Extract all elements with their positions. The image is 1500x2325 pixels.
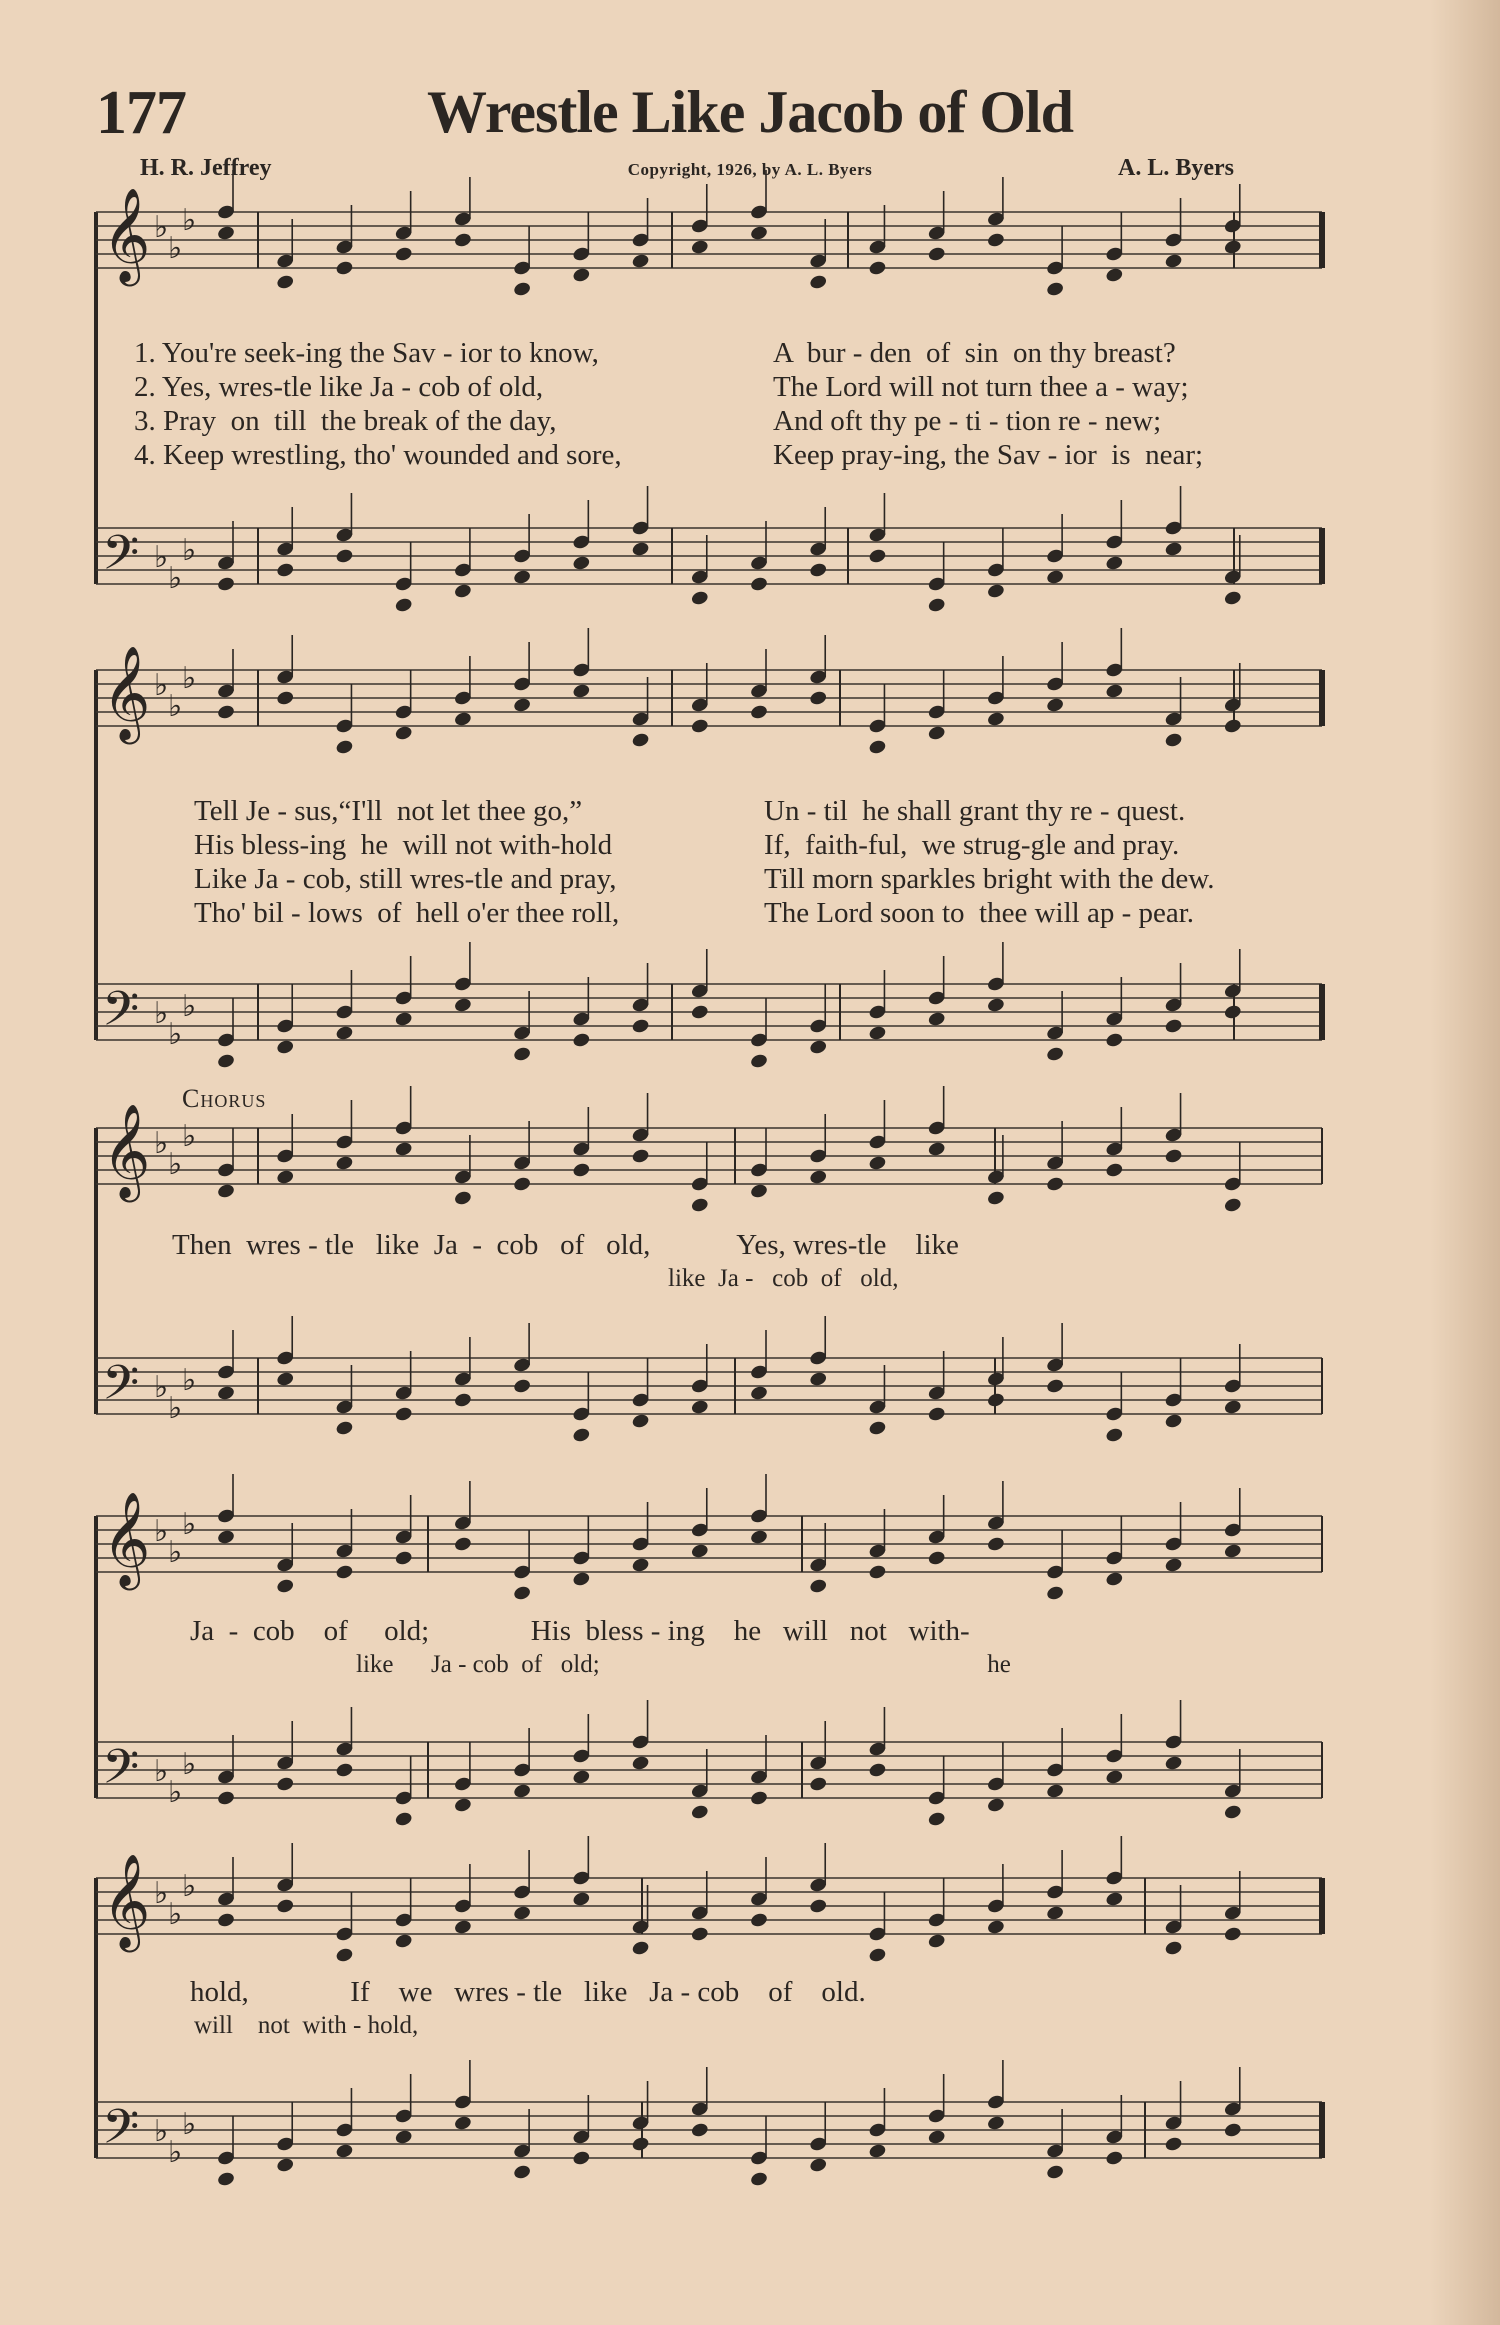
note-head <box>572 555 591 572</box>
note-head <box>572 1571 591 1588</box>
copyright-notice: Copyright, 1926, by A. L. Byers <box>627 160 873 179</box>
note-head <box>1105 683 1124 700</box>
treble-clef-icon: 𝄞 <box>102 1103 151 1199</box>
flat-icon: ♭ <box>182 989 197 1024</box>
note-head <box>276 274 295 291</box>
note-head <box>1223 590 1242 607</box>
verse-2-line-b: The Lord will not turn thee a - way; <box>773 371 1189 403</box>
note-head <box>335 1762 354 1779</box>
note-head <box>1046 569 1065 586</box>
note-head <box>1223 718 1242 735</box>
note-head <box>986 1392 1005 1409</box>
flat-icon: ♭ <box>182 533 197 568</box>
flat-icon: ♭ <box>168 1017 183 1052</box>
flat-icon: ♭ <box>168 561 183 596</box>
verse-1-line-b: A bur - den of sin on thy breast? <box>773 337 1176 369</box>
note-head <box>1164 1148 1183 1165</box>
note-head <box>1046 1176 1065 1193</box>
note-head <box>216 1385 235 1402</box>
note-head <box>690 1543 709 1560</box>
note-head <box>749 1053 768 1070</box>
author-credit: H. R. Jeffrey <box>140 155 272 181</box>
verse-4-line-c: Tho' bil - lows of hell o'er thee roll, <box>194 897 620 929</box>
note-head <box>572 2150 591 2167</box>
note-head <box>1046 1378 1065 1395</box>
note-head <box>631 732 650 749</box>
note-head <box>1164 732 1183 749</box>
chorus-label: Chorus <box>182 1084 267 1113</box>
note-head <box>1105 1162 1124 1179</box>
flat-icon: ♭ <box>154 996 169 1031</box>
note-head <box>1223 1926 1242 1943</box>
composer-credit: A. L. Byers <box>1118 155 1234 181</box>
note-head <box>631 1148 650 1165</box>
chorus-line-2: Ja - cob of old; His bless - ing he will not with- <box>190 1615 970 1647</box>
note-head <box>453 232 472 249</box>
verse-3-line-c: Like Ja - cob, still wres-tle and pray, <box>194 863 617 895</box>
note-head <box>335 1420 354 1437</box>
note-head <box>513 697 532 714</box>
note-head <box>868 548 887 565</box>
note-head <box>868 1564 887 1581</box>
note-head <box>631 2136 650 2153</box>
note-head <box>453 1919 472 1936</box>
note-head <box>1046 697 1065 714</box>
note-head <box>868 1947 887 1964</box>
verse-2-line-c: His bless-ing he will not with-hold <box>194 829 613 861</box>
note-head <box>335 1564 354 1581</box>
note-head <box>453 583 472 600</box>
note-head <box>216 1912 235 1929</box>
verse-1-line-c: Tell Je - sus,“I'll not let thee go,” <box>194 795 583 827</box>
note-head <box>631 541 650 558</box>
note-head <box>749 1912 768 1929</box>
note-head <box>335 2143 354 2160</box>
verse-3-line-d: Till morn sparkles bright with the dew. <box>764 863 1215 895</box>
flat-icon: ♭ <box>154 1126 169 1161</box>
verse-4-line-d: The Lord soon to thee will ap - pear. <box>764 897 1195 929</box>
note-head <box>394 2129 413 2146</box>
flat-icon: ♭ <box>154 540 169 575</box>
verse-3-line-a: 3. Pray on till the break of the day, <box>134 405 557 437</box>
note-head <box>749 1790 768 1807</box>
note-head <box>690 2122 709 2139</box>
note-head <box>986 583 1005 600</box>
note-head <box>1046 1046 1065 1063</box>
note-head <box>1223 1399 1242 1416</box>
note-head <box>513 1176 532 1193</box>
note-head <box>690 1804 709 1821</box>
note-head <box>453 711 472 728</box>
flat-icon: ♭ <box>168 2135 183 2170</box>
note-head <box>690 1197 709 1214</box>
note-head <box>868 1420 887 1437</box>
note-head <box>513 569 532 586</box>
note-head <box>1046 281 1065 298</box>
note-head <box>1046 1783 1065 1800</box>
note-head <box>276 1898 295 1915</box>
note-head <box>1164 1940 1183 1957</box>
note-head <box>927 1141 946 1158</box>
note-head <box>335 1947 354 1964</box>
note-head <box>335 1155 354 1172</box>
note-head <box>1164 253 1183 270</box>
note-head <box>394 1141 413 1158</box>
note-head <box>690 239 709 256</box>
note-head <box>572 1162 591 1179</box>
note-head <box>1105 1571 1124 1588</box>
verse-1-line-d: Un - til he shall grant thy re - quest. <box>764 795 1186 827</box>
note-head <box>809 690 828 707</box>
note-head <box>276 562 295 579</box>
note-head <box>927 1811 946 1828</box>
note-head <box>1223 1197 1242 1214</box>
verse-3-line-b: And oft thy pe - ti - tion re - new; <box>773 405 1162 437</box>
flat-icon: ♭ <box>182 2107 197 2142</box>
note-head <box>809 274 828 291</box>
flat-icon: ♭ <box>168 1535 183 1570</box>
flat-icon: ♭ <box>154 1370 169 1405</box>
note-head <box>335 1025 354 1042</box>
note-head <box>927 1011 946 1028</box>
flat-icon: ♭ <box>168 1147 183 1182</box>
note-head <box>513 1905 532 1922</box>
chorus-line-2-alt: like Ja - cob of old; he <box>356 1651 1011 1678</box>
note-head <box>453 997 472 1014</box>
note-head <box>276 690 295 707</box>
flat-icon: ♭ <box>182 1507 197 1542</box>
note-head <box>986 232 1005 249</box>
note-head <box>986 711 1005 728</box>
note-head <box>1164 1413 1183 1430</box>
note-head <box>868 1155 887 1172</box>
flat-icon: ♭ <box>154 1514 169 1549</box>
note-head <box>927 1550 946 1567</box>
bass-clef-icon: 𝄢 <box>102 524 140 593</box>
treble-clef-icon: 𝄞 <box>102 1491 151 1587</box>
flat-icon: ♭ <box>168 689 183 724</box>
chorus-line-3-alt: will not with - hold, <box>194 2012 419 2039</box>
note-head <box>276 1578 295 1595</box>
note-head <box>572 1032 591 1049</box>
note-head <box>809 1898 828 1915</box>
note-head <box>1164 2136 1183 2153</box>
flat-icon: ♭ <box>168 1391 183 1426</box>
note-head <box>513 1783 532 1800</box>
note-head <box>631 1755 650 1772</box>
verse-4-line-a: 4. Keep wrestling, tho' wounded and sore, <box>134 439 622 471</box>
flat-icon: ♭ <box>154 210 169 245</box>
note-head <box>1164 1755 1183 1772</box>
flat-icon: ♭ <box>182 661 197 696</box>
note-head <box>1164 1557 1183 1574</box>
note-head <box>1223 2122 1242 2139</box>
flat-icon: ♭ <box>182 1747 197 1782</box>
page-gutter-shadow <box>1430 0 1500 2325</box>
note-head <box>690 718 709 735</box>
treble-clef-icon: 𝄞 <box>102 645 151 741</box>
note-head <box>986 1797 1005 1814</box>
treble-clef-icon: 𝄞 <box>102 187 151 283</box>
note-head <box>927 2129 946 2146</box>
note-head <box>216 1529 235 1546</box>
note-head <box>1105 2150 1124 2167</box>
note-head <box>809 562 828 579</box>
flat-icon: ♭ <box>168 1775 183 1810</box>
note-head <box>749 1385 768 1402</box>
note-head <box>927 725 946 742</box>
note-head <box>927 246 946 263</box>
note-head <box>1223 1543 1242 1560</box>
note-head <box>572 1891 591 1908</box>
note-head <box>216 704 235 721</box>
hymn-number: 177 <box>96 79 186 147</box>
note-head <box>631 1557 650 1574</box>
note-head <box>216 1053 235 1070</box>
note-head <box>690 1004 709 1021</box>
note-head <box>1223 1804 1242 1821</box>
note-head <box>216 1790 235 1807</box>
note-head <box>1105 1427 1124 1444</box>
treble-clef-icon: 𝄞 <box>102 1853 151 1949</box>
note-head <box>631 1940 650 1957</box>
note-head <box>513 2164 532 2181</box>
note-head <box>394 1011 413 1028</box>
verse-4-line-b: Keep pray-ing, the Sav - ior is near; <box>773 439 1204 471</box>
note-head <box>690 1926 709 1943</box>
note-head <box>631 253 650 270</box>
note-head <box>335 548 354 565</box>
note-head <box>513 281 532 298</box>
note-head <box>986 1536 1005 1553</box>
verse-2-line-d: If, faith-ful, we strug-gle and pray. <box>764 829 1180 861</box>
note-head <box>1105 1032 1124 1049</box>
note-head <box>335 739 354 756</box>
flat-icon: ♭ <box>182 203 197 238</box>
note-head <box>1223 1004 1242 1021</box>
note-head <box>809 1578 828 1595</box>
note-head <box>868 739 887 756</box>
note-head <box>394 725 413 742</box>
note-head <box>572 683 591 700</box>
note-head <box>1105 555 1124 572</box>
note-head <box>453 1392 472 1409</box>
note-head <box>809 1039 828 1056</box>
flat-icon: ♭ <box>154 668 169 703</box>
note-head <box>572 1427 591 1444</box>
note-head <box>631 1413 650 1430</box>
flat-icon: ♭ <box>182 1869 197 1904</box>
chorus-line-3: hold, If we wres - tle like Ja - cob of old. <box>190 1976 866 2008</box>
note-head <box>986 1190 1005 1207</box>
note-head <box>927 597 946 614</box>
note-head <box>572 267 591 284</box>
note-head <box>394 1406 413 1423</box>
note-head <box>1105 1891 1124 1908</box>
flat-icon: ♭ <box>168 1897 183 1932</box>
note-head <box>1164 541 1183 558</box>
note-head <box>394 1550 413 1567</box>
chorus-line-1-alt: like Ja - cob of old, <box>668 1265 899 1292</box>
note-head <box>1046 1585 1065 1602</box>
chorus-line-1: Then wres - tle like Ja - cob of old, Yes, wres-tle like <box>172 1229 959 1261</box>
note-head <box>1105 267 1124 284</box>
note-head <box>276 2157 295 2174</box>
note-head <box>513 1585 532 1602</box>
note-head <box>809 2157 828 2174</box>
flat-icon: ♭ <box>182 1119 197 1154</box>
note-head <box>394 597 413 614</box>
bass-clef-icon: 𝄢 <box>102 1738 140 1807</box>
note-head <box>394 1933 413 1950</box>
note-head <box>1105 1769 1124 1786</box>
flat-icon: ♭ <box>154 1754 169 1789</box>
note-head <box>986 997 1005 1014</box>
note-head <box>690 1399 709 1416</box>
note-head <box>276 1371 295 1388</box>
note-head <box>868 260 887 277</box>
note-head <box>749 1183 768 1200</box>
bass-clef-icon: 𝄢 <box>102 1354 140 1423</box>
note-head <box>986 2115 1005 2132</box>
note-head <box>453 2115 472 2132</box>
note-head <box>453 1536 472 1553</box>
note-head <box>276 1776 295 1793</box>
flat-icon: ♭ <box>154 1876 169 1911</box>
bass-clef-icon: 𝄢 <box>102 980 140 1049</box>
note-head <box>216 1183 235 1200</box>
note-head <box>453 1797 472 1814</box>
note-head <box>749 576 768 593</box>
note-head <box>749 2171 768 2188</box>
note-head <box>216 225 235 242</box>
note-head <box>335 260 354 277</box>
note-head <box>927 1933 946 1950</box>
note-head <box>216 576 235 593</box>
note-head <box>809 1371 828 1388</box>
hymn-title: Wrestle Like Jacob of Old <box>426 79 1074 145</box>
note-head <box>572 1769 591 1786</box>
note-head <box>453 1190 472 1207</box>
note-head <box>1164 1018 1183 1035</box>
note-head <box>1046 1905 1065 1922</box>
note-head <box>394 246 413 263</box>
note-head <box>513 1378 532 1395</box>
bass-clef-icon: 𝄢 <box>102 2098 140 2167</box>
note-head <box>276 1039 295 1056</box>
note-head <box>749 704 768 721</box>
note-head <box>809 1169 828 1186</box>
flat-icon: ♭ <box>168 231 183 266</box>
note-head <box>216 2171 235 2188</box>
note-head <box>513 1046 532 1063</box>
verse-2-line-a: 2. Yes, wres-tle like Ja - cob of old, <box>134 371 544 403</box>
note-head <box>631 1018 650 1035</box>
note-head <box>809 1776 828 1793</box>
note-head <box>1046 2164 1065 2181</box>
note-head <box>394 1811 413 1828</box>
note-head <box>749 225 768 242</box>
note-head <box>690 590 709 607</box>
flat-icon: ♭ <box>154 2114 169 2149</box>
note-head <box>749 1529 768 1546</box>
note-head <box>868 1762 887 1779</box>
note-head <box>868 2143 887 2160</box>
note-head <box>1223 239 1242 256</box>
verse-1-line-a: 1. You're seek-ing the Sav - ior to know, <box>134 337 599 369</box>
note-head <box>276 1169 295 1186</box>
note-head <box>927 1406 946 1423</box>
note-head <box>868 1025 887 1042</box>
flat-icon: ♭ <box>182 1363 197 1398</box>
note-head <box>986 1919 1005 1936</box>
